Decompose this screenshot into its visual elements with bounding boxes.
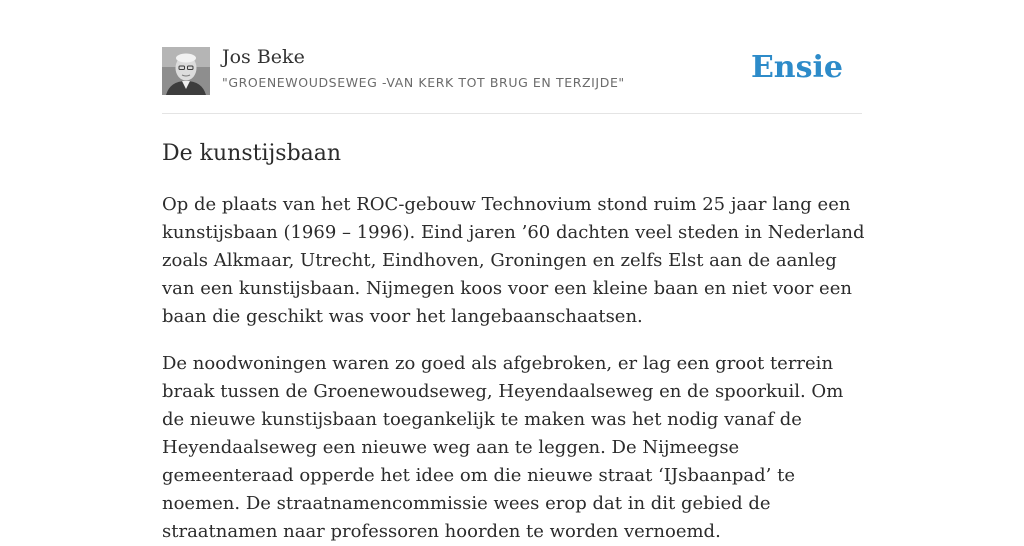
article-paragraph-1: Op de plaats van het ROC-gebouw Technovium stond ruim 25 jaar lang een kunstijsbaan (1969 – 1996). Eind jaren ’60 dachten veel steden in Nederland zoals Alkmaar, Utrecht, Eindhoven, Groningen en zelfs Elst aan de aanleg van een kunstijsbaan. Nijmegen koos voor een kleine baan en niet voor een baan die geschikt was voor het langebaanschaatsen. xyxy=(162,194,865,327)
author-avatar[interactable] xyxy=(162,47,210,95)
collection-title[interactable]: "GROENEWOUDSEWEG -VAN KERK TOT BRUG EN TERZIJDE" xyxy=(222,75,625,90)
article-paragraph-2: De noodwoningen waren zo goed als afgebroken, er lag een groot terrein braak tussen de Groenewoudseweg, Heyendaalseweg en de spoorkuil. Om de nieuwe kunstijsbaan toegankelijk te maken was het nodig vanaf de Heyendaalseweg een nieuwe weg aan te leggen. De Nijmeegse gemeenteraad opperde het idee om die nieuwe straat ‘IJsbaanpad’ te noemen. De straatnamencommissie wees erop dat in dit gebied de straatnamen naar professoren hoorden te worden vernoemd. xyxy=(162,353,844,542)
author-portrait-icon xyxy=(162,47,210,95)
article-title: De kunstijsbaan xyxy=(162,141,342,166)
article-header xyxy=(162,0,862,114)
ensie-logo[interactable]: Ensie xyxy=(750,50,843,85)
article-page xyxy=(162,0,865,542)
author-name[interactable]: Jos Beke xyxy=(222,46,305,68)
